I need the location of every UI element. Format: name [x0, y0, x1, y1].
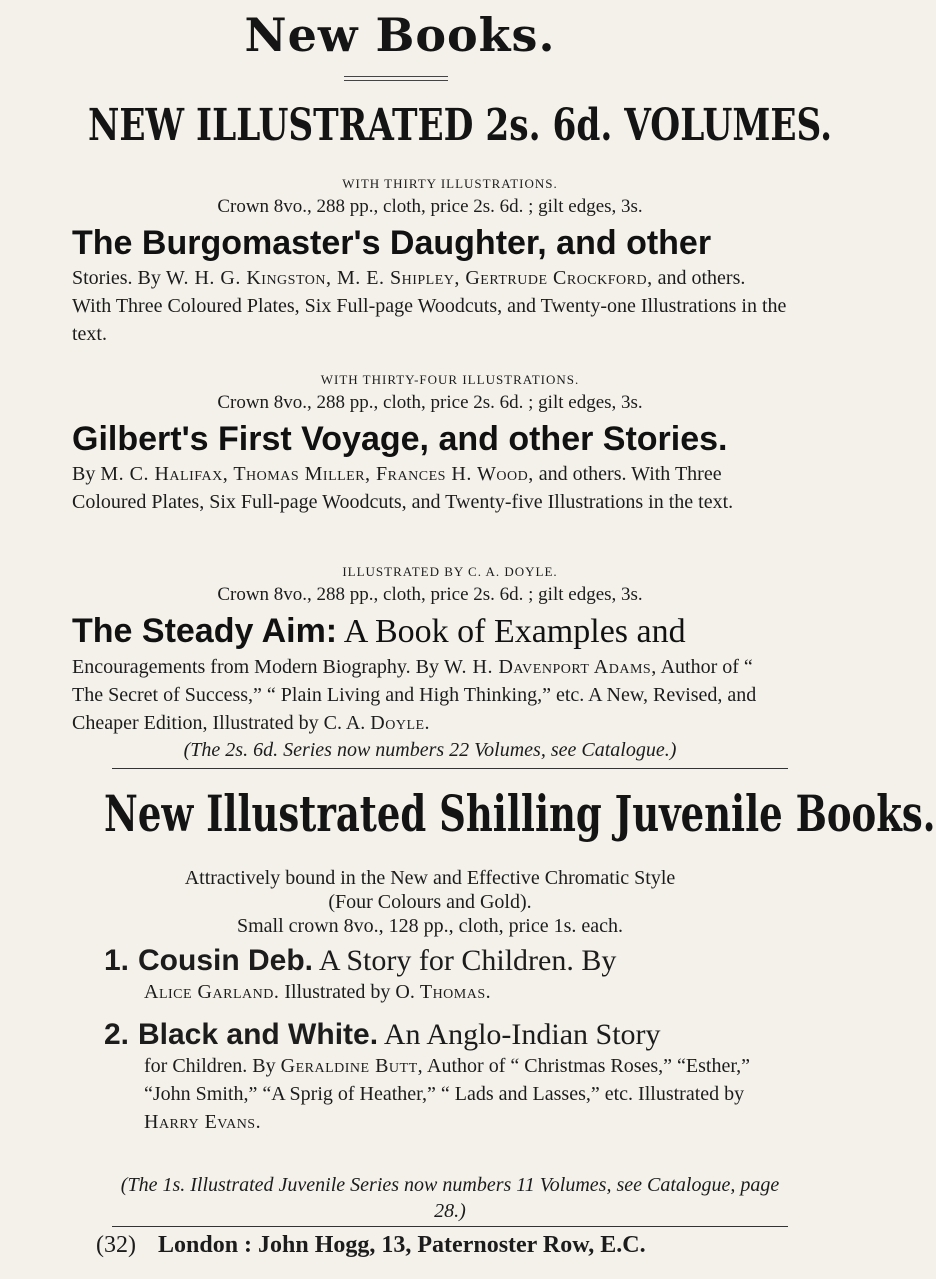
footer: [96, 1232, 796, 1259]
author-names: W. H. Davenport Adams,: [443, 656, 657, 678]
intro-line: Attractively bound in the New and Effective Chromatic Style: [184, 867, 676, 889]
book-title: Cousin Deb.: [138, 944, 314, 977]
book-title: The Burgomaster's Daughter, and other: [72, 224, 712, 262]
section-heading-volumes: NEW ILLUSTRATED 2s. 6d. VOLUMES.: [88, 100, 833, 151]
intro-line: Small crown 8vo., 128 pp., cloth, price 1s. each.: [236, 915, 624, 937]
book-entry: [72, 564, 788, 782]
book-subtitle: An Anglo-Indian Story: [378, 1018, 661, 1051]
book-description: Stories. By W. H. G. Kingston, M. E. Shipley, Gertrude Crockford, and others. With Three Coloured Plates, Six Full-page Woodcuts, and Twenty-one Illustrations in the text.: [72, 267, 787, 345]
ornamental-rule: [344, 76, 448, 77]
book-description: Encouragements from Modern Biography. By W. H. Davenport Adams, Author of “ The Secret of Success,” “ Plain Living and High Thinking,” etc. A New, Revised, and Cheaper Edition, Illustrated by C. A. Doyle.: [72, 656, 757, 734]
publication-info: Crown 8vo., 288 pp., cloth, price 2s. 6d. ; gilt edges, 3s.: [217, 196, 643, 217]
publication-info: Crown 8vo., 288 pp., cloth, price 2s. 6d. ; gilt edges, 3s.: [217, 392, 643, 413]
book-entry: [72, 176, 788, 348]
book-description: By M. C. Halifax, Thomas Miller, Frances H. Wood, and others. With Three Coloured Plates, Six Full-page Woodcuts, and Twenty-five Illustrations in the text.: [72, 463, 734, 513]
footer-rule: [112, 1226, 788, 1227]
series-note: (The 1s. Illustrated Juvenile Series now numbers 11 Volumes, see Catalogue, page 28.): [120, 1174, 780, 1222]
book-description: for Children. By Geraldine Butt, Author of “ Christmas Roses,” “Esther,” “John Smith,” “A Sprig of Heather,” “ Lads and Lasses,” etc. Illustrated by Harry Evans.: [144, 1055, 751, 1133]
section-divider: [112, 768, 788, 769]
illustration-note: ILLUSTRATED BY C. A. DOYLE.: [342, 564, 558, 579]
ornamental-rule: [344, 80, 448, 81]
book-title: Black and White.: [138, 1018, 379, 1051]
publisher-imprint: London : John Hogg, 13, Paternoster Row, E.C.: [157, 1232, 646, 1258]
item-number: 2.: [104, 1018, 130, 1051]
series-note: (The 2s. 6d. Series now numbers 22 Volumes, see Catalogue.): [183, 739, 677, 761]
author-names: W. H. G. Kingston, M. E. Shipley, Gertrude Crockford,: [165, 267, 653, 289]
author-names: M. C. Halifax, Thomas Miller, Frances H. Wood,: [100, 463, 534, 485]
page-number: (32): [96, 1232, 136, 1258]
masthead-title: New Books.: [244, 8, 556, 62]
illustration-note: WITH THIRTY ILLUSTRATIONS.: [342, 176, 558, 191]
book-description: Alice Garland. Illustrated by O. Thomas.: [144, 981, 492, 1003]
illustrator-name: Doyle.: [370, 712, 431, 734]
item-number: 1.: [104, 944, 130, 977]
book-entry: [72, 372, 788, 516]
illustration-note: WITH THIRTY-FOUR ILLUSTRATIONS.: [320, 372, 580, 387]
series-intro: [72, 866, 788, 938]
intro-line: (Four Colours and Gold).: [328, 891, 532, 913]
publication-info: Crown 8vo., 288 pp., cloth, price 2s. 6d. ; gilt edges, 3s.: [217, 584, 643, 605]
section-heading-juvenile: New Illustrated Shilling Juvenile Books.: [104, 784, 936, 843]
book-title: Gilbert's First Voyage, and other Stories.: [72, 420, 728, 458]
list-item: [104, 1018, 794, 1136]
list-item: [104, 944, 794, 1006]
book-title: The Steady Aim: A Book of Examples and: [72, 612, 686, 650]
book-subtitle: A Story for Children. By: [313, 944, 617, 977]
